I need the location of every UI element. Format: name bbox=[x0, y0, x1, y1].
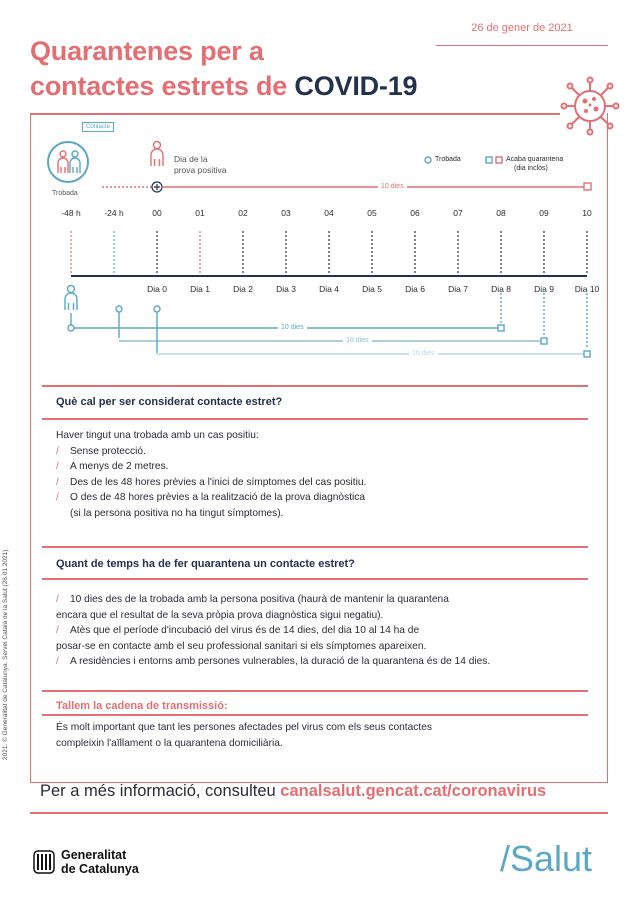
more-info-text: Per a més informació, consulteu bbox=[40, 782, 281, 800]
day-label: Dia 5 bbox=[362, 284, 382, 294]
day-label: Dia 1 bbox=[190, 284, 210, 294]
hour-label: 06 bbox=[410, 208, 420, 218]
span-label-3: 10 dies bbox=[409, 350, 438, 357]
generalitat-name: Generalitat de Catalunya bbox=[61, 848, 139, 876]
footer-divider bbox=[30, 812, 608, 814]
hour-label: -24 h bbox=[104, 208, 124, 218]
span-label-2: 10 dies bbox=[343, 337, 372, 344]
more-info bbox=[40, 782, 546, 801]
span-label-1: 10 dies bbox=[278, 324, 307, 331]
top-span-label: 10 dies bbox=[378, 183, 407, 190]
day-label: Dia 6 bbox=[405, 284, 425, 294]
section3-text-2: compleixin l'aïllament o la quarantena domiciliària. bbox=[56, 737, 283, 749]
date: 26 de gener de 2021 bbox=[471, 22, 573, 34]
day-label: Dia 0 bbox=[147, 284, 167, 294]
trobada-label: Trobada bbox=[52, 190, 78, 197]
section3-text-1: És molt important que tant les persones afectades pel virus com els seus contactes bbox=[56, 722, 432, 733]
section2-title: Quant de temps ha de fer quarantena un contacte estret? bbox=[56, 558, 355, 570]
section1-body bbox=[56, 428, 576, 521]
hour-label: 05 bbox=[367, 208, 377, 218]
section2-item-cont: encara que el resultat de la seva pròpia prova diagnòstica sigui negatiu). bbox=[56, 609, 384, 621]
section1-top-line bbox=[42, 385, 588, 387]
day-label: Dia 8 bbox=[491, 284, 511, 294]
section3-title: Tallem la cadena de transmissió: bbox=[56, 700, 228, 712]
day-label: Dia 4 bbox=[319, 284, 339, 294]
legend-trobada: Trobada bbox=[435, 156, 461, 163]
title-line-1: Quarantenes per a bbox=[30, 36, 264, 66]
section2-item: / Atès que el període d'incubació del virus és de 14 dies, del dia 10 al 14 ha de bbox=[56, 625, 420, 636]
section1-intro: Haver tingut una trobada amb un cas positiu: bbox=[56, 430, 259, 441]
hour-label: 10 bbox=[582, 208, 592, 218]
quarantine-timeline bbox=[30, 113, 608, 373]
contact-tag: Contacte bbox=[82, 122, 114, 132]
more-info-link[interactable]: canalsalut.gencat.cat/coronavirus bbox=[280, 782, 547, 800]
section1-item: / Sense protecció. bbox=[56, 445, 146, 457]
hour-label: 09 bbox=[539, 208, 549, 218]
legend-end-2: (dia inclòs) bbox=[514, 165, 548, 172]
section1-title: Què cal per ser considerat contacte estret? bbox=[56, 396, 283, 408]
section1-item: / Des de les 48 hores prèvies a l'inici de símptomes del cas positiu. bbox=[56, 476, 367, 488]
title-covid: COVID-19 bbox=[294, 71, 418, 101]
date-divider bbox=[436, 45, 608, 46]
title-line-2 bbox=[30, 69, 417, 104]
section3-bottom-line bbox=[42, 714, 588, 716]
hour-label: -48 h bbox=[61, 208, 81, 218]
day-label: Dia 9 bbox=[534, 284, 554, 294]
page-title bbox=[30, 34, 417, 104]
section2-item: / 10 dies des de la trobada amb la persona positiva (haurà de mantenir la quarantena bbox=[56, 594, 449, 605]
section2-item-cont: posar-se en contacte amb el seu professional sanitari si els símptomes apareixen. bbox=[56, 640, 427, 652]
legend-end-1: Acaba quarantena bbox=[506, 156, 564, 163]
section2-item: / A residències i entorns amb persones vulnerables, la duració de la quarantena és de 14 dies. bbox=[56, 656, 491, 667]
section1-bottom-line bbox=[42, 418, 588, 420]
contact-person-icon bbox=[65, 286, 77, 311]
day-label: Dia 7 bbox=[448, 284, 468, 294]
positive-test-label-2: prova positiva bbox=[174, 165, 227, 175]
section1-item: / A menys de 2 metres. bbox=[56, 461, 169, 472]
day-label: Dia 10 bbox=[574, 284, 600, 294]
section2-body bbox=[56, 592, 576, 670]
timeline-graphic bbox=[30, 113, 608, 373]
hour-label: 08 bbox=[496, 208, 506, 218]
section2-bottom-line bbox=[42, 578, 588, 580]
hour-label: 03 bbox=[281, 208, 291, 218]
hour-label: 00 bbox=[152, 208, 162, 218]
salut-logo: /Salut bbox=[500, 838, 593, 879]
day-label: Dia 2 bbox=[233, 284, 253, 294]
section1-item: / O des de 48 hores prèvies a la realització de la prova diagnòstica bbox=[56, 492, 366, 503]
day-label: Dia 3 bbox=[276, 284, 296, 294]
title-line-2-text: contactes estrets de bbox=[30, 71, 295, 101]
positive-person-icon bbox=[151, 142, 163, 167]
section2-top-line bbox=[42, 546, 588, 548]
hour-label: 01 bbox=[195, 208, 205, 218]
hour-label: 04 bbox=[324, 208, 334, 218]
section1-item-cont: (si la persona positiva no ha tingut símptomes). bbox=[70, 507, 284, 519]
trobada-icon bbox=[48, 142, 88, 182]
section3-top-line bbox=[42, 690, 588, 692]
copyright-note: 2021. © Generalitat de Catalunya. Servei Català de la Salut (26.01.2021) bbox=[2, 549, 9, 760]
section3-body bbox=[56, 720, 576, 751]
generalitat-shield-icon bbox=[33, 850, 55, 874]
hour-label: 07 bbox=[453, 208, 463, 218]
positive-test-label-1: Dia de la bbox=[174, 154, 208, 164]
generalitat-logo bbox=[33, 848, 139, 876]
hour-label: 02 bbox=[238, 208, 248, 218]
